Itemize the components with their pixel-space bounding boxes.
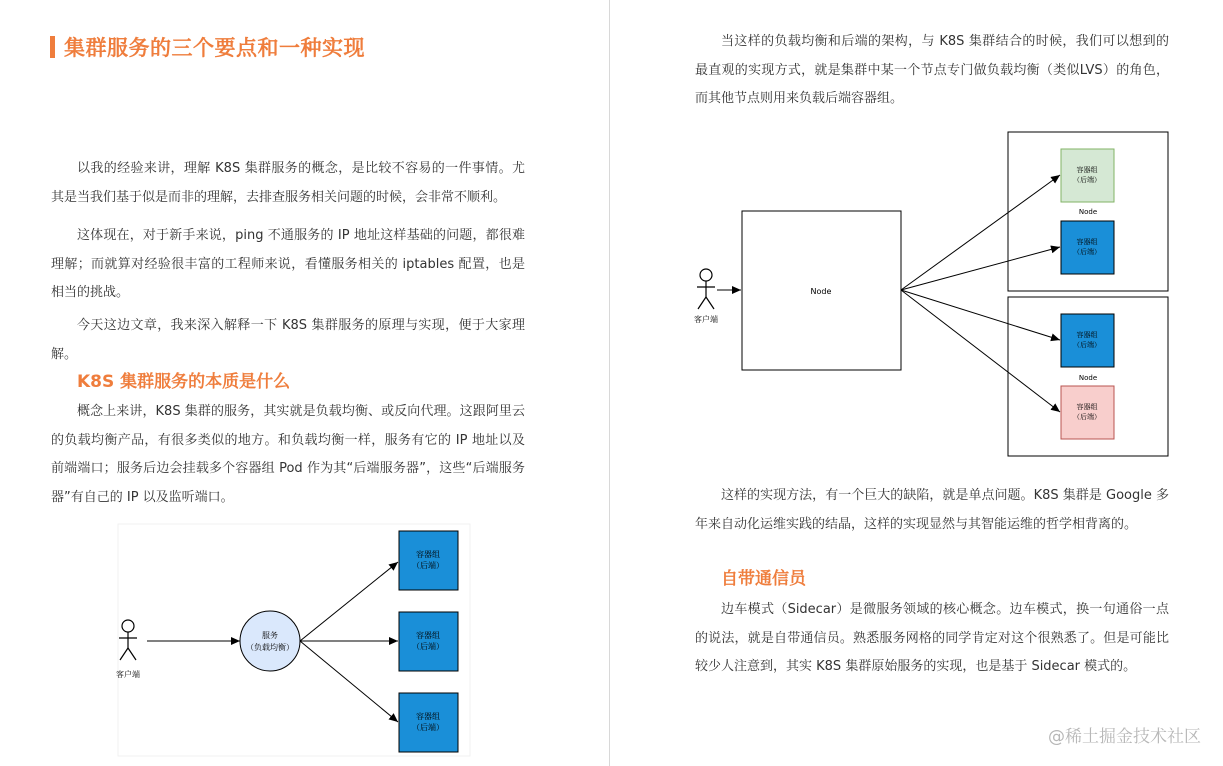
pod-label: 容器组 bbox=[1076, 403, 1098, 411]
pod-label: （后端） bbox=[1073, 176, 1101, 184]
page-divider bbox=[609, 0, 610, 766]
pod-label: （后端） bbox=[412, 561, 444, 570]
pod-label: 容器组 bbox=[1076, 238, 1098, 246]
pod-label: 容器组 bbox=[416, 631, 440, 640]
client-person-icon bbox=[697, 269, 715, 309]
paragraph-drawback: 这样的实现方法，有一个巨大的缺陷，就是单点问题。K8S 集群是 Google 多年来自动化运维实践的结晶，这样的实现显然与其智能运维的哲学相背离的。 bbox=[695, 488, 1169, 532]
pod-label: 容器组 bbox=[416, 550, 440, 559]
left-page bbox=[0, 0, 609, 766]
section-paragraph: 概念上来讲，K8S 集群的服务，其实就是负载均衡、或反向代理。这跟阿里云的负载均衡产品，有很多类似的地方。和负载均衡一样，服务有它的 IP 地址以及前端端口；服务后边会挂载多个容器组 Pod 作为其“后端服务器”，这些“后端服务器”有自己的 IP 以及监听端口。 bbox=[51, 404, 525, 505]
worker-node-label: Node bbox=[1078, 374, 1098, 382]
section-title: K8S 集群服务的本质是什么 bbox=[77, 372, 291, 392]
service-diagram bbox=[0, 0, 609, 766]
lb-node-label: Node bbox=[810, 287, 832, 296]
client-person-icon bbox=[119, 620, 137, 660]
pod-label: （后端） bbox=[1073, 413, 1101, 421]
intro-paragraph: 当这样的负载均衡和后端的架构，与 K8S 集群结合的时候，我们可以想到的最直观的实现方式，就是集群中某一个节点专门做负载均衡（类似LVS）的角色，而其他节点则用来负载后端容器组。 bbox=[695, 34, 1169, 106]
service-to-pod-arrow bbox=[300, 562, 398, 641]
service-label-1: 服务 bbox=[262, 631, 278, 640]
paragraph-1: 以我的经验来讲，理解 K8S 集群服务的概念，是比较不容易的一件事情。尤其是当我们基于似是而非的理解，去排查服务相关问题的时候，会非常不顺利。 bbox=[51, 161, 525, 205]
worker-node-label: Node bbox=[1078, 208, 1098, 216]
service-node bbox=[240, 611, 300, 671]
paragraph-3: 今天这边文章，我来深入解释一下 K8S 集群服务的原理与实现，便于大家理解。 bbox=[51, 318, 525, 362]
section-title: 自带通信员 bbox=[721, 569, 806, 589]
service-label-2: （负载均衡） bbox=[246, 643, 294, 652]
paragraph-2: 这体现在，对于新手来说，ping 不通服务的 IP 地址这样基础的问题，都很难理解；而就算对经验很丰富的工程师来说，看懂服务相关的 iptables 配置，也是相当的挑战。 bbox=[51, 228, 525, 300]
section-paragraph: 边车模式（Sidecar）是微服务领域的核心概念。边车模式，换一句通俗一点的说法，就是自带通信员。熟悉服务网格的同学肯定对这个很熟悉了。但是可能比较少人注意到，其实 K8S 集群原始服务的实现，也是基于 Sidecar 模式的。 bbox=[695, 602, 1169, 674]
service-to-pod-arrow bbox=[300, 641, 398, 722]
pod-label: （后端） bbox=[412, 642, 444, 651]
pod-label: （后端） bbox=[1073, 248, 1101, 256]
page-title: 集群服务的三个要点和一种实现 bbox=[64, 36, 365, 60]
pod-label: （后端） bbox=[1073, 341, 1101, 349]
pod-label: 容器组 bbox=[1076, 331, 1098, 339]
pod-label: （后端） bbox=[412, 723, 444, 732]
pod-label: 容器组 bbox=[1076, 166, 1098, 174]
client-label: 客户端 bbox=[694, 315, 718, 324]
client-label: 客户端 bbox=[116, 670, 140, 679]
pod-label: 容器组 bbox=[416, 712, 440, 721]
watermark: @稀土掘金技术社区 bbox=[1048, 727, 1201, 747]
right-page bbox=[611, 0, 1223, 766]
